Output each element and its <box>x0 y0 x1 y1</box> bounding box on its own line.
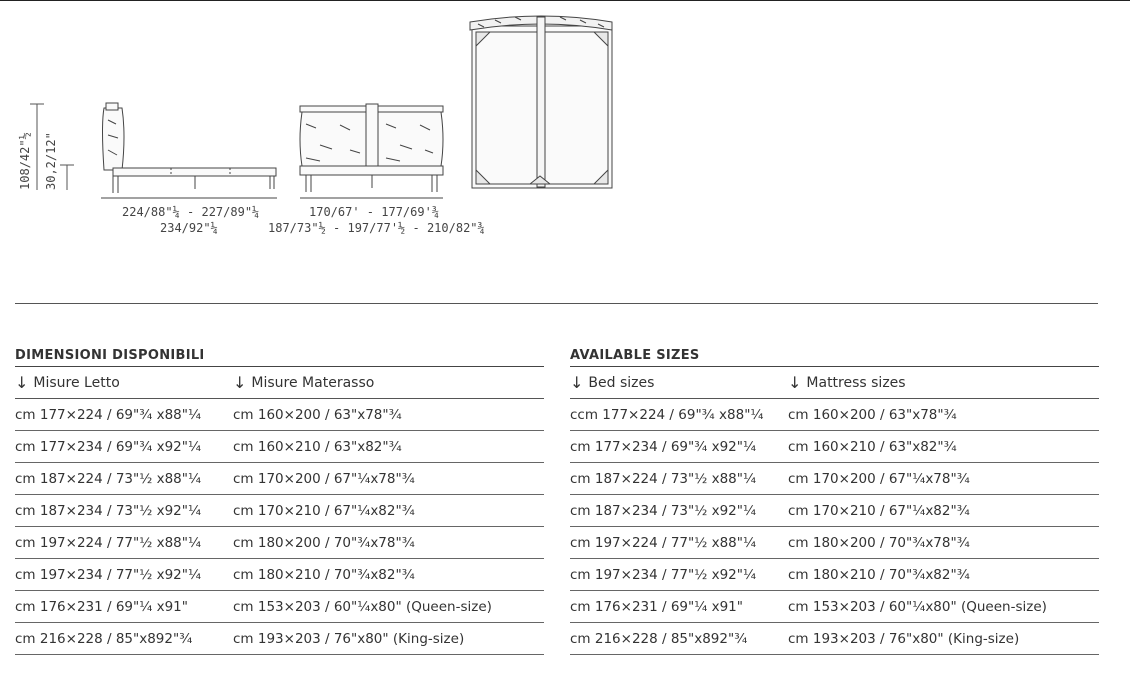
bed-size-cell: cm 176×231 / 69"¼ x91" <box>570 598 743 615</box>
bed-size-cell: cm 187×234 / 73"½ x92"¼ <box>15 502 202 519</box>
mattress-size-cell: cm 170×200 / 67"¼x78"¾ <box>233 470 415 487</box>
mattress-size-cell: cm 180×210 / 70"¾x82"¾ <box>233 566 415 583</box>
bed-size-cell: cm 187×224 / 73"½ x88"¼ <box>570 470 757 487</box>
mattress-size-cell: cm 180×200 / 70"¾x78"¾ <box>788 534 970 551</box>
left-table-title: DIMENSIONI DISPONIBILI <box>15 348 205 363</box>
bed-size-cell: cm 177×234 / 69"¾ x92"¼ <box>570 438 757 455</box>
bed-size-cell: cm 177×234 / 69"¾ x92"¼ <box>15 438 202 455</box>
table-row <box>15 623 544 655</box>
mattress-size-cell: cm 170×210 / 67"¼x82"¾ <box>233 502 415 519</box>
bed-size-cell: cm 197×234 / 77"½ x92"¼ <box>570 566 757 583</box>
section-divider <box>15 303 1098 304</box>
table-row <box>15 463 544 495</box>
mattress-size-cell: cm 160×200 / 63"x78"¾ <box>233 406 402 423</box>
table-row <box>570 527 1099 559</box>
mattress-size-cell: cm 170×210 / 67"¼x82"¾ <box>788 502 970 519</box>
table-row <box>570 463 1099 495</box>
table-row <box>15 559 544 591</box>
arrow-down-icon: ↓ <box>788 373 802 392</box>
table-row <box>570 399 1099 431</box>
table-row <box>15 431 544 463</box>
mattress-size-cell: cm 153×203 / 60"¼x80" (Queen-size) <box>788 598 1047 615</box>
right-header-mattress: ↓ Mattress sizes <box>788 373 906 392</box>
table-row <box>15 399 544 431</box>
table-row <box>570 559 1099 591</box>
bed-size-cell: cm 216×228 / 85"x892"¾ <box>570 630 748 647</box>
mattress-size-cell: cm 170×200 / 67"¼x78"¾ <box>788 470 970 487</box>
right-size-table <box>570 346 1099 655</box>
technical-drawings <box>0 0 1130 300</box>
bed-size-cell: cm 177×224 / 69"¾ x88"¼ <box>15 406 202 423</box>
right-table-title: AVAILABLE SIZES <box>570 348 700 363</box>
mattress-size-cell: cm 153×203 / 60"¼x80" (Queen-size) <box>233 598 492 615</box>
side-length-label-2: 234/92"¼ <box>160 221 218 235</box>
right-table-header <box>570 366 1099 399</box>
side-length-label-1: 224/88"¼ - 227/89"¼ <box>122 205 260 219</box>
bed-side-view <box>101 103 277 198</box>
bed-size-cell: cm 197×234 / 77"½ x92"¼ <box>15 566 202 583</box>
height-seat-label: 30,2/12" <box>44 132 58 190</box>
bed-top-view <box>470 16 612 188</box>
left-size-table <box>15 346 544 655</box>
mattress-size-cell: cm 160×200 / 63"x78"¾ <box>788 406 957 423</box>
bed-size-cell: cm 197×224 / 77"½ x88"¼ <box>15 534 202 551</box>
height-total-label: 108/42"½ <box>18 132 32 190</box>
mattress-size-cell: cm 180×210 / 70"¾x82"¾ <box>788 566 970 583</box>
front-width-label-2: 187/73"½ - 197/77'½ - 210/82"¾ <box>268 221 485 235</box>
bed-size-cell: cm 216×228 / 85"x892"¾ <box>15 630 193 647</box>
arrow-down-icon: ↓ <box>570 373 584 392</box>
left-header-mattress: ↓ Misure Materasso <box>233 373 375 392</box>
mattress-size-cell: cm 193×203 / 76"x80" (King-size) <box>788 630 1020 647</box>
table-row <box>570 495 1099 527</box>
mattress-size-cell: cm 180×200 / 70"¾x78"¾ <box>233 534 415 551</box>
bed-size-cell: cm 187×234 / 73"½ x92"¼ <box>570 502 757 519</box>
table-row <box>15 527 544 559</box>
front-width-label-1: 170/67' - 177/69'¾ <box>309 205 440 219</box>
table-row <box>570 591 1099 623</box>
bed-size-cell: cm 176×231 / 69"¼ x91" <box>15 598 188 615</box>
mattress-size-cell: cm 160×210 / 63"x82"¾ <box>233 438 402 455</box>
table-row <box>15 495 544 527</box>
bed-size-cell: cm 187×224 / 73"½ x88"¼ <box>15 470 202 487</box>
arrow-down-icon: ↓ <box>233 373 247 392</box>
bed-size-cell: ccm 177×224 / 69"¾ x88"¼ <box>570 406 764 423</box>
bed-size-cell: cm 197×224 / 77"½ x88"¼ <box>570 534 757 551</box>
right-header-bed: ↓ Bed sizes <box>570 373 655 392</box>
bed-front-view <box>300 104 443 198</box>
mattress-size-cell: cm 160×210 / 63"x82"¾ <box>788 438 957 455</box>
table-row <box>570 623 1099 655</box>
table-row <box>15 591 544 623</box>
table-row <box>570 431 1099 463</box>
left-table-header <box>15 366 544 399</box>
left-header-bed: ↓ Misure Letto <box>15 373 120 392</box>
mattress-size-cell: cm 193×203 / 76"x80" (King-size) <box>233 630 465 647</box>
arrow-down-icon: ↓ <box>15 373 29 392</box>
